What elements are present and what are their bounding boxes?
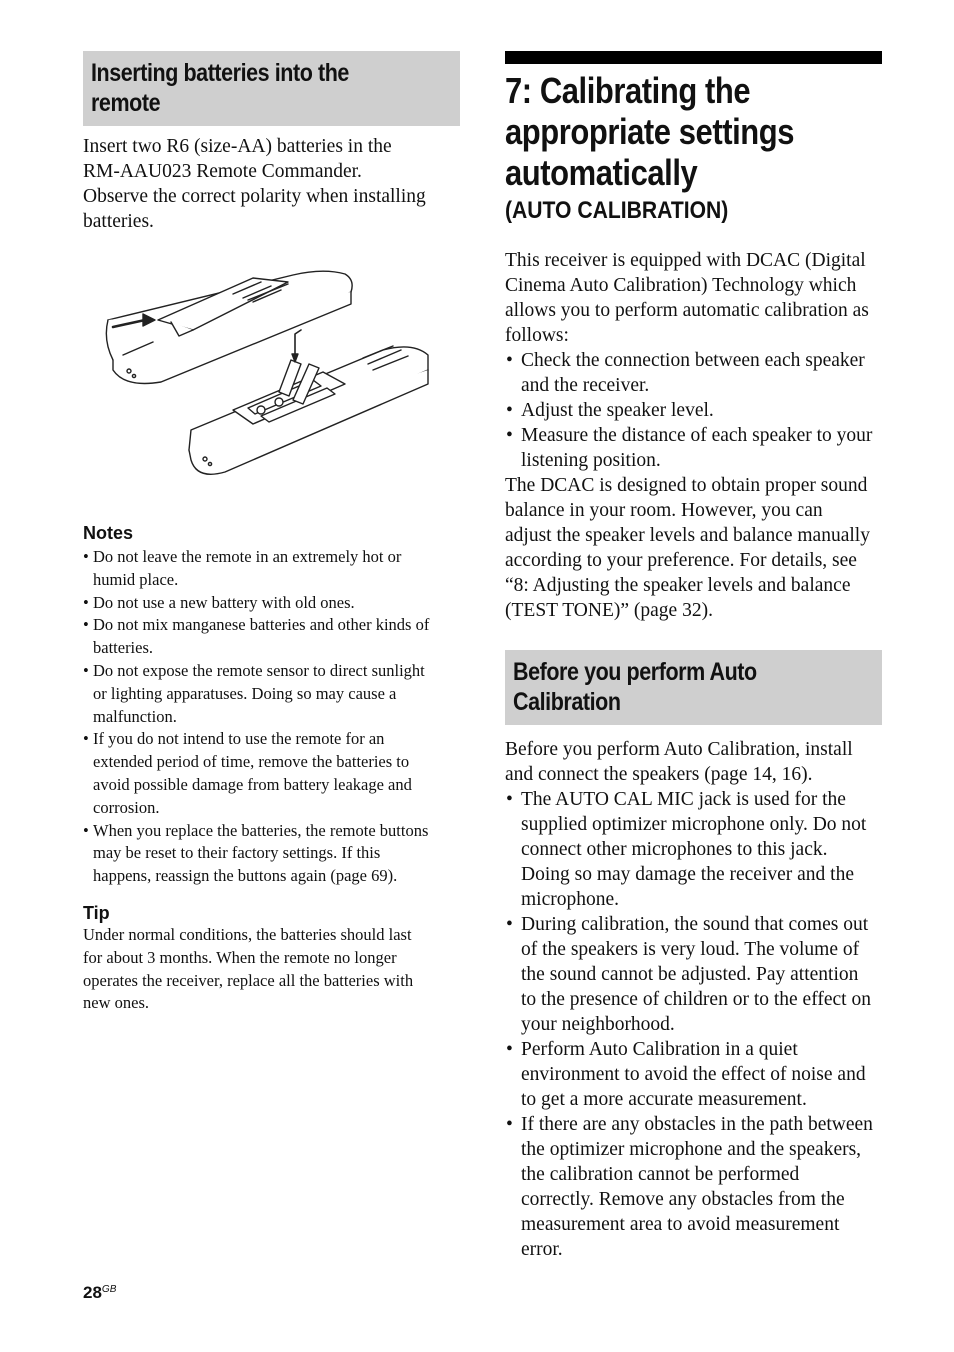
text-line: and the receiver. [521, 375, 650, 396]
notes-section [83, 522, 460, 888]
page-number-value: 28 [83, 1283, 102, 1302]
page-number [83, 1283, 116, 1303]
dcac-description [505, 473, 882, 623]
note-item [83, 660, 460, 728]
text-line: the calibration cannot be performed [521, 1164, 800, 1185]
list-item [505, 1037, 882, 1112]
text-line: listening position. [521, 450, 661, 471]
text-line: the sound cannot be adjusted. Pay attention [521, 964, 859, 985]
text-line: allows you to perform automatic calibration as [505, 300, 869, 321]
text-line: Check the connection between each speaker [521, 350, 865, 371]
text-line: RM-AAU023 Remote Commander. [83, 161, 362, 182]
list-item [505, 348, 882, 398]
list-item [505, 398, 882, 423]
text-line: may be reset to their factory settings. If this [93, 843, 381, 863]
text-line: Doing so may damage the receiver and the [521, 864, 854, 885]
text-line: follows: [505, 325, 569, 346]
section-heading-line: Before you perform Auto [513, 658, 757, 686]
section-heading-line: remote [91, 89, 161, 117]
list-item [505, 1112, 882, 1262]
title-line: 7: Calibrating the [505, 70, 751, 111]
section-heading-before-auto-calibration [505, 650, 882, 725]
notes-heading: Notes [83, 523, 134, 543]
section-heading-line: Inserting batteries into the [91, 59, 349, 87]
title-line: appropriate settings [505, 111, 795, 152]
note-item [83, 592, 460, 615]
text-line: Do not use a new battery with old ones. [93, 592, 355, 612]
text-line: “8: Adjusting the speaker levels and balance [505, 575, 851, 596]
list-item [505, 787, 882, 912]
text-line: supplied optimizer microphone only. Do not [521, 814, 867, 835]
text-line: Observe the correct polarity when installing [83, 186, 426, 207]
text-line: (TEST TONE)” (page 32). [505, 600, 713, 621]
list-item [505, 423, 882, 473]
text-line: Adjust the speaker level. [521, 400, 714, 421]
text-line: measurement area to avoid measurement [521, 1214, 840, 1235]
page-title [505, 70, 882, 193]
tip-heading: Tip [83, 902, 110, 923]
text-line: batteries. [93, 638, 154, 658]
right-column [505, 51, 882, 1262]
text-line: to get a more accurate measurement. [521, 1089, 807, 1110]
before-calibration-list [505, 787, 882, 1262]
subtitle-text: (AUTO CALIBRATION) [505, 197, 729, 224]
note-item [83, 728, 460, 819]
text-line: and connect the speakers (page 14, 16). [505, 764, 813, 785]
text-line: Under normal conditions, the batteries should last [83, 924, 412, 944]
left-column [83, 51, 460, 1015]
text-line: If there are any obstacles in the path between [521, 1114, 873, 1135]
text-line: correctly. Remove any obstacles from the [521, 1189, 845, 1210]
text-line: Perform Auto Calibration in a quiet [521, 1039, 798, 1060]
text-line: happens, reassign the buttons again (page 69). [93, 866, 398, 886]
section-heading-inserting-batteries [83, 51, 460, 126]
text-line: avoid possible damage from battery leakage and [93, 774, 412, 794]
text-line: environment to avoid the effect of noise and [521, 1064, 866, 1085]
notes-list [83, 546, 460, 888]
before-calibration-text [505, 737, 882, 787]
text-line: the optimizer microphone and the speakers, [521, 1139, 862, 1160]
text-line: according to your preference. For details, see [505, 550, 857, 571]
text-line: or lighting apparatuses. Doing so may cause a [93, 683, 397, 703]
text-line: This receiver is equipped with DCAC (Digital [505, 250, 866, 271]
text-line: When you replace the batteries, the remote buttons [93, 820, 429, 840]
text-line: Do not mix manganese batteries and other kinds of [93, 615, 430, 635]
text-line: The AUTO CAL MIC jack is used for the [521, 789, 846, 810]
text-line: corrosion. [93, 797, 160, 817]
text-line: for about 3 months. When the remote no longer [83, 947, 397, 967]
text-line: If you do not intend to use the remote for an [93, 729, 385, 749]
text-line: of the speakers is very loud. The volume of [521, 939, 860, 960]
remote-battery-illustration [83, 260, 460, 500]
page-region-label: GB [101, 1284, 117, 1295]
text-line: humid place. [93, 569, 179, 589]
text-line: malfunction. [93, 706, 177, 726]
text-line: to the presence of children or to the effect on [521, 989, 871, 1010]
text-line: Cinema Auto Calibration) Technology which [505, 275, 857, 296]
title-line: automatically [505, 152, 698, 193]
dcac-intro [505, 248, 882, 348]
text-line: Before you perform Auto Calibration, install [505, 739, 853, 760]
text-line: connect other microphones to this jack. [521, 839, 828, 860]
text-line: extended period of time, remove the batteries to [93, 752, 410, 772]
text-line: During calibration, the sound that comes out [521, 914, 869, 935]
down-arrow-icon [295, 330, 301, 356]
tip-text [83, 924, 460, 1015]
tip-section [83, 902, 460, 1015]
text-line: microphone. [521, 889, 620, 910]
list-item [505, 912, 882, 1037]
page-subtitle [505, 197, 882, 225]
text-line: Do not expose the remote sensor to direct sunlight [93, 660, 425, 680]
text-line: Do not leave the remote in an extremely hot or [93, 547, 402, 566]
title-rule [505, 51, 882, 64]
battery-instructions [83, 134, 460, 234]
text-line: new ones. [83, 993, 149, 1013]
dcac-features-list [505, 348, 882, 473]
text-line: Measure the distance of each speaker to your [521, 425, 873, 446]
text-line: adjust the speaker levels and balance manually [505, 525, 870, 546]
note-item [83, 820, 460, 888]
text-line: batteries. [83, 211, 154, 232]
note-item [83, 614, 460, 660]
text-line: The DCAC is designed to obtain proper sound [505, 475, 868, 496]
text-line: your neighborhood. [521, 1014, 675, 1035]
text-line: error. [521, 1239, 563, 1260]
text-line: Insert two R6 (size-AA) batteries in the [83, 136, 392, 157]
section-heading-line: Calibration [513, 688, 621, 716]
text-line: balance in your room. However, you can [505, 500, 823, 521]
text-line: operates the receiver, replace all the batteries with [83, 970, 414, 990]
note-item [83, 546, 460, 592]
